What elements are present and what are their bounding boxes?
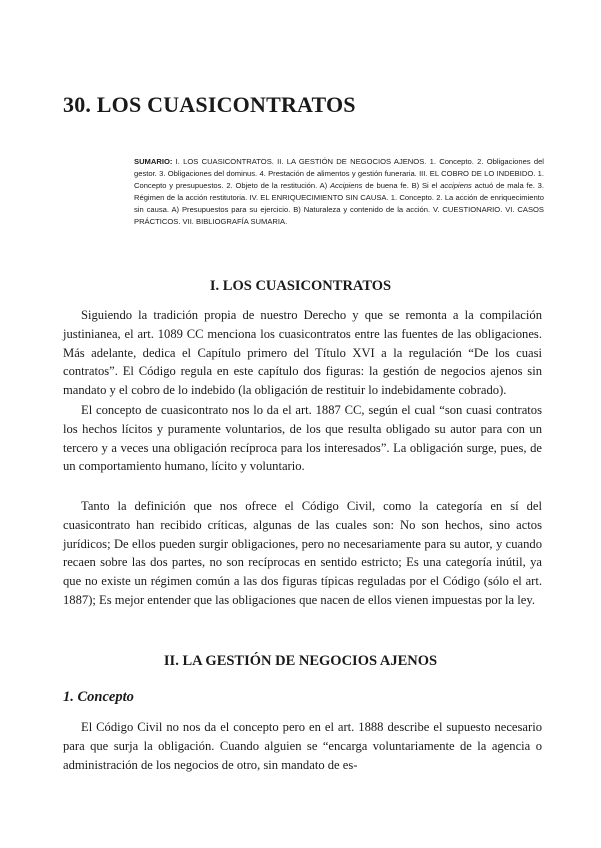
summary-italic-2: accipiens bbox=[440, 180, 472, 190]
paragraph: El concepto de cuasicontrato nos lo da el art. 1887 CC, según el cual “son cuasi contratos los hechos lícitos y puramente voluntarios, de los que resulta obligado su autor para con un tercero y a veces una obligación recíproca para los interesados”. La obligación surge, pues, de un comportamiento humano, lícito y voluntario. bbox=[63, 403, 542, 474]
chapter-title: 30. LOS CUASICONTRATOS bbox=[63, 92, 356, 117]
summary-text-1: I. LOS CUASICONTRATOS. II. LA GESTIÓN DE NEGOCIOS AJENOS. 1. Concepto. 2. Obligaciones del gestor. 3. Obligaciones del dominus. 4. Prestación de alimentos y gestión funeraria. III. EL COBRO DE LO INDEBIDO. 1. Concepto y presupuestos. 2. Objeto de la restitución. A) bbox=[134, 157, 544, 190]
paragraph: El Código Civil no nos da el concepto pero en el art. 1888 describe el supuesto necesario para que surja la obligación. Cuando alguien se “encarga voluntariamente de la agencia o administración de los negocios de otro, sin mandato de es- bbox=[63, 720, 542, 772]
paragraph: Siguiendo la tradición propia de nuestro Derecho y que se remonta a la compilación justinianea, el art. 1089 CC menciona los cuasicontratos entre las fuentes de las obligaciones. Más adelante, dedica el Capítulo primero del Título XVI a la regulación “De los cuasi contratos”. El Código regula en este capítulo dos figuras: la gestión de negocios ajenos sin mandato y el cobro de lo indebido (la obligación de restituir lo indebidamente cobrado). bbox=[63, 308, 542, 398]
summary-text-3: actuó de mala fe. 3. Régimen de la acción restitutoria. IV. EL ENRIQUECIMIENTO SIN CAUSA. 1. Concepto. 2. La acción de enriquecimiento sin causa. A) Presupuestos para su ejercicio. B) Naturaleza y contenido de la acción. V. CUESTIONARIO. VI. CASOS PRÁCTICOS. VII. BIBLIOGRAFÍA SUMARIA. bbox=[134, 180, 545, 226]
section-heading-2: II. LA GESTIÓN DE NEGOCIOS AJENOS bbox=[163, 653, 438, 669]
paragraph: Tanto la definición que nos ofrece el Código Civil, como la categoría en sí del cuasicontrato han recibido críticas, algunas de las cuales son: No son hechos, sino actos jurídicos; De ellos pueden surgir obligaciones, pero no necesariamente para su autor, y cuando recaen sobre las dos partes, no son recíprocas en sentido estricto; Es una categoría inútil, ya que no existe un régimen común a las dos figuras típicas reguladas por el Código (sólo el art. 1887); Es mejor entender que las obligaciones que nacen de ellos vienen impuestas por la ley. bbox=[63, 499, 542, 607]
summary-label: SUMARIO: bbox=[134, 157, 173, 166]
summary-text-2: de buena fe. B) Si el bbox=[362, 180, 441, 190]
summary-italic-1: Accipiens bbox=[329, 180, 363, 190]
summary-block bbox=[134, 156, 544, 227]
section-heading-1: I. LOS CUASICONTRATOS bbox=[209, 278, 392, 294]
subsection-heading: 1. Concepto bbox=[63, 689, 134, 705]
